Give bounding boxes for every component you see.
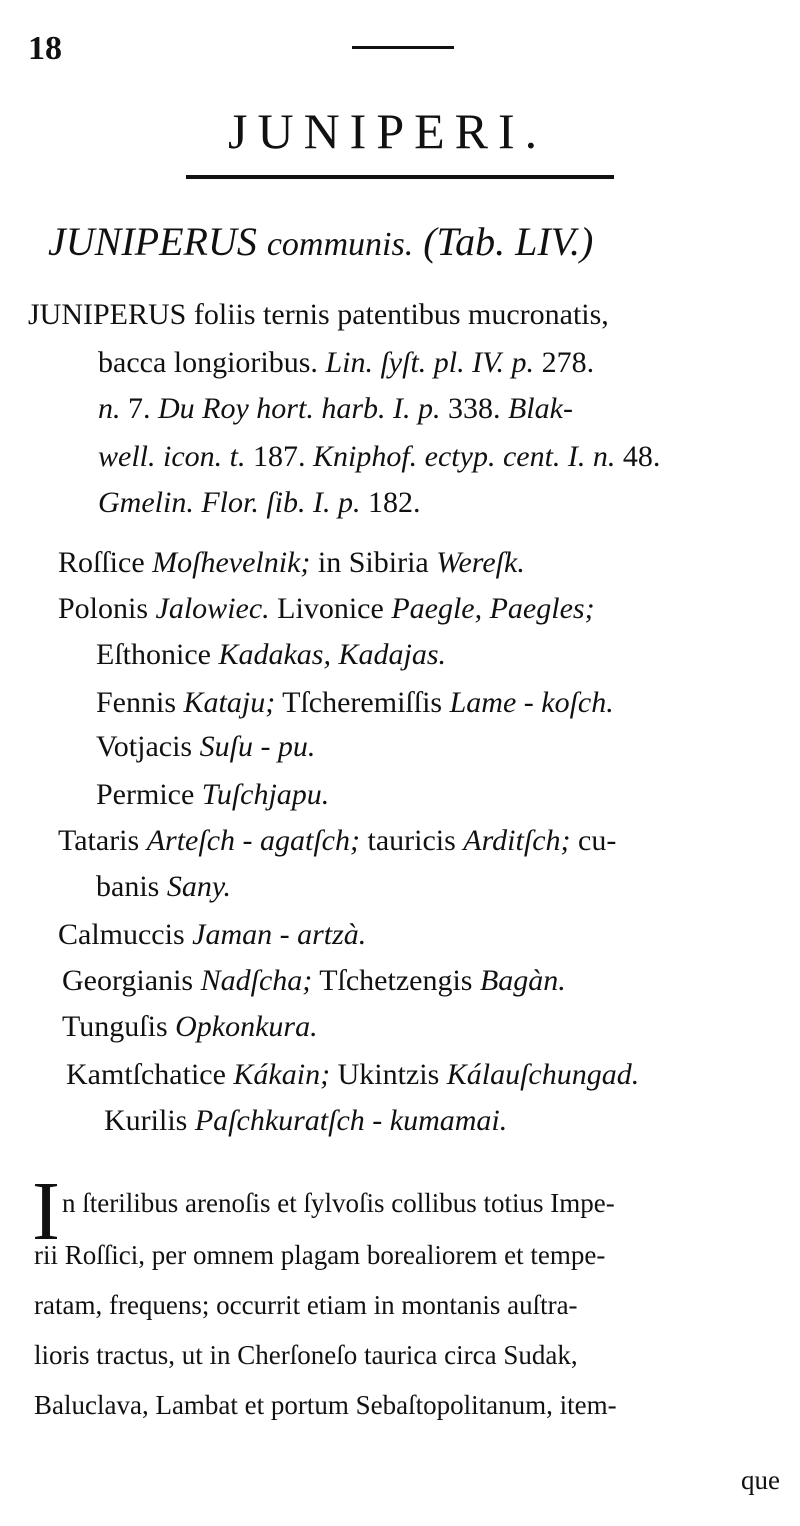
synonymy-line-segment: 48. xyxy=(615,440,661,473)
vernacular-line-segment: Jalowiec. xyxy=(155,592,270,625)
synonymy-line xyxy=(98,346,594,380)
catchword: que xyxy=(741,1465,780,1495)
vernacular-line xyxy=(58,918,366,952)
vernacular-line-segment: Kákain; xyxy=(233,1058,331,1091)
paragraph-line: n ſterilibus arenoſis et ſylvoſis collibus totius Impe- xyxy=(62,1188,615,1218)
species-title xyxy=(48,218,593,265)
synonymy-line-segment: 7. xyxy=(120,392,158,425)
synonymy-line-segment: well. icon. t. xyxy=(98,440,246,473)
vernacular-line-segment: Polonis xyxy=(58,592,156,625)
vernacular-line xyxy=(96,638,446,672)
vernacular-line xyxy=(104,1104,507,1138)
vernacular-line-segment: Fennis xyxy=(96,686,184,719)
vernacular-line-segment: Tataris xyxy=(58,824,147,857)
vernacular-line-segment: Tunguſis xyxy=(62,1010,176,1043)
species-epithet: communis. xyxy=(266,226,414,263)
vernacular-line-segment: Votjacis xyxy=(96,730,200,763)
vernacular-line-segment: Paegle, Paegles; xyxy=(391,592,595,625)
species-plate: (Tab. LIV.) xyxy=(423,219,594,264)
vernacular-line-segment: Opkonkura. xyxy=(175,1010,318,1043)
vernacular-line xyxy=(62,964,566,998)
vernacular-line-segment: Livonice xyxy=(269,592,392,625)
synonymy-line-segment: Du Roy hort. harb. I. p. xyxy=(158,392,441,425)
vernacular-line-segment: Arteſch - agatſch; xyxy=(146,824,360,857)
synonymy-line-segment: n. xyxy=(98,392,121,425)
vernacular-line xyxy=(96,686,614,720)
synonymy-line xyxy=(98,392,573,426)
vernacular-line xyxy=(58,592,595,626)
synonymy-line-segment: Kniphof. ectyp. cent. I. n. xyxy=(312,440,616,473)
paragraph-line: ratam, frequens; occurrit etiam in montanis auſtra- xyxy=(34,1290,578,1320)
synonymy-line-segment: Gmelin. Flor. ſib. I. p. xyxy=(98,486,361,519)
vernacular-line-segment: Kurilis xyxy=(104,1104,195,1137)
vernacular-line-segment: banis xyxy=(96,870,167,903)
vernacular-line-segment: Kataju; xyxy=(183,686,276,719)
vernacular-line-segment: Eſthonice xyxy=(96,638,219,671)
section-heading: JUNIPERI. xyxy=(228,103,548,159)
synonymy-line-segment: Lin. ſyſt. pl. IV. p. xyxy=(325,346,535,379)
synonymy-line xyxy=(28,298,609,332)
vernacular-line-segment: Calmuccis xyxy=(58,918,193,951)
drop-cap: I xyxy=(32,1165,60,1258)
vernacular-line-segment: Tuſchjapu. xyxy=(201,778,330,811)
synonymy-line-segment: bacca longioribus. xyxy=(98,346,326,379)
heading-rule xyxy=(186,175,614,179)
species-genus: JUNIPERUS xyxy=(48,219,257,264)
vernacular-line-segment: Bagàn. xyxy=(479,964,566,997)
synonymy-line-segment: 278. xyxy=(534,346,595,379)
paragraph-line: lioris tractus, ut in Cherſoneſo taurica circa Sudak, xyxy=(34,1340,578,1370)
vernacular-line-segment: Roſſice xyxy=(58,546,153,579)
vernacular-line-segment: cu- xyxy=(570,824,617,857)
vernacular-line-segment: Tſchetzengis xyxy=(312,964,480,997)
synonymy-line-segment: 187. xyxy=(245,440,313,473)
vernacular-line-segment: Suſu - pu. xyxy=(199,730,316,763)
synonymy-line-segment: Blak- xyxy=(507,392,573,425)
paragraph-line: rii Roſſici, per omnem plagam borealiorem et tempe- xyxy=(34,1240,606,1270)
page-number: 18 xyxy=(28,30,62,67)
vernacular-line-segment: Kálauſchungad. xyxy=(446,1058,640,1091)
vernacular-line xyxy=(58,546,525,580)
synonymy-line-segment: 338. xyxy=(440,392,508,425)
vernacular-line xyxy=(62,1010,318,1044)
vernacular-line-segment: in Sibiria xyxy=(310,546,437,579)
synonymy-line xyxy=(98,440,660,474)
vernacular-line-segment: Paſchkuratſch - kumamai. xyxy=(194,1104,508,1137)
vernacular-line-segment: Lame - koſch. xyxy=(449,686,614,719)
vernacular-line xyxy=(96,730,315,764)
vernacular-line-segment: Ukintzis xyxy=(330,1058,447,1091)
vernacular-line-segment: Jaman - artzà. xyxy=(192,918,367,951)
synonymy-line-segment: foliis ternis patentibus mucronatis, xyxy=(186,298,609,331)
synonymy-line xyxy=(98,486,421,520)
vernacular-line xyxy=(66,1058,639,1092)
vernacular-line-segment: Sany. xyxy=(166,870,231,903)
synonymy-line-segment: JUNIPERUS xyxy=(28,298,187,331)
vernacular-line-segment: Kamtſchatice xyxy=(66,1058,234,1091)
vernacular-line-segment: tauricis xyxy=(359,824,464,857)
vernacular-line-segment: Permice xyxy=(96,778,202,811)
synonymy-line-segment: 182. xyxy=(360,486,421,519)
vernacular-line-segment: Tſcheremiſſis xyxy=(275,686,450,719)
vernacular-line xyxy=(96,870,231,904)
vernacular-line-segment: Nadſcha; xyxy=(200,964,313,997)
vernacular-line-segment: Arditſch; xyxy=(463,824,571,857)
vernacular-line-segment: Moſhevelnik; xyxy=(152,546,311,579)
vernacular-line-segment: Georgianis xyxy=(62,964,201,997)
vernacular-line xyxy=(58,824,616,858)
vernacular-line-segment: Wereſk. xyxy=(436,546,525,579)
top-rule xyxy=(352,46,454,49)
vernacular-line xyxy=(96,778,329,812)
vernacular-line-segment: Kadakas, Kadajas. xyxy=(218,638,446,671)
paragraph-line: Baluclava, Lambat et portum Sebaſtopolitanum, item- xyxy=(34,1390,617,1420)
